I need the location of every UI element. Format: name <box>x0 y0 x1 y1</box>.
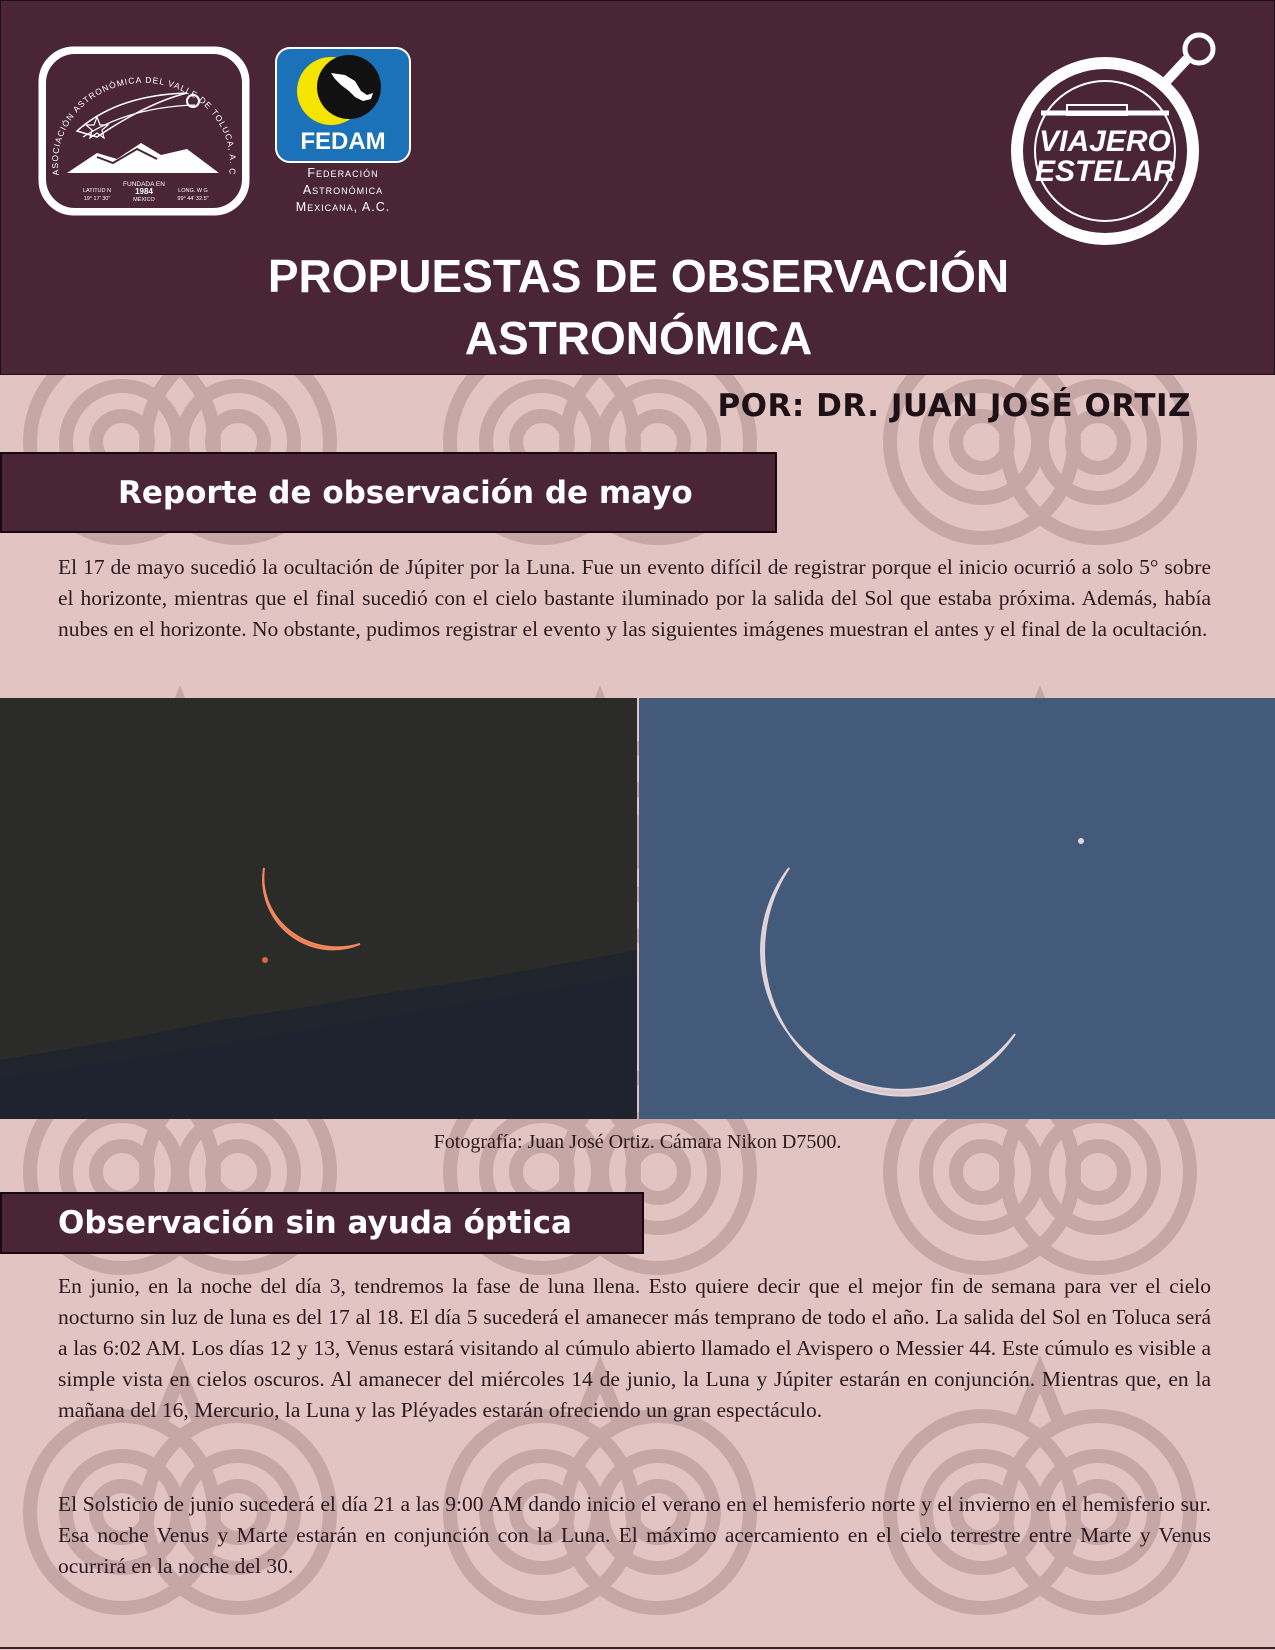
avt-logo <box>37 45 251 217</box>
section-heading-may-report: Reporte de observación de mayo <box>0 452 777 533</box>
viajero-line1: VIAJERO <box>1039 125 1171 158</box>
fedam-name-line3: Mexicana, A.C. <box>295 200 391 214</box>
avt-location: MÉXICO <box>133 197 155 203</box>
fedam-logo <box>275 47 411 163</box>
avt-founded-year: 1984 <box>135 187 153 196</box>
page-title <box>1 245 1275 369</box>
fedam-name-line2: Astronómica <box>302 183 384 197</box>
avt-longitude-label: LONG. W G <box>178 188 208 194</box>
fedam-acronym: FEDAM <box>300 128 386 155</box>
page-bottom-border <box>0 1647 1275 1649</box>
naked-eye-paragraph-1: En junio, en la noche del día 3, tendremos la fase de luna llena. Esto quiere decir que el mejor fin de semana para ver el cielo nocturno sin luz de luna es del 17 al 18. El día 5 sucederá el amanecer más temprano de todo el año. La salida del Sol en Toluca será a las 6:02 AM. Los días 12 y 13, Venus estará visitando al cúmulo abierto llamado el Avispero o Messier 44. Este cúmulo es visible a simple vista en cielos oscuros. Al amanecer del miércoles 14 de junio, la Luna y Júpiter estarán en conjunción. Mientras que, en la mañana del 16, Mercurio, la Luna y las Pléyades estarán ofreciendo un gran espectáculo. <box>58 1274 1211 1422</box>
page-title-line2: ASTRONÓMICA <box>464 312 813 364</box>
viajero-estelar-logo <box>1001 29 1237 251</box>
author-byline: POR: DR. JUAN JOSÉ ORTIZ <box>717 388 1191 424</box>
avt-ring-text: ASOCIACIÓN ASTRONÓMICA DEL VALLE DE TOLUCA, A. C <box>49 74 239 177</box>
fedam-name-line1: Federación <box>307 166 379 180</box>
photo-occultation-end <box>639 698 1275 1119</box>
photo-caption: Fotografía: Juan José Ortiz. Cámara Nikon D7500. <box>433 1131 842 1153</box>
section-heading-naked-eye: Observación sin ayuda óptica <box>0 1192 644 1254</box>
naked-eye-paragraph-2: El Solsticio de junio sucederá el día 21 a las 9:00 AM dando inicio el verano en el hemisferio norte y el invierno en el hemisferio sur. Esa noche Venus y Marte estarán en conjunción con la Luna. El máximo acercamiento en el cielo terrestre entre Marte y Venus ocurrirá en la noche del 30. <box>58 1492 1211 1578</box>
avt-latitude-value: 19° 17' 30" <box>83 196 111 202</box>
photo-occultation-before <box>0 698 637 1119</box>
page-title-line1: PROPUESTAS DE OBSERVACIÓN <box>267 250 1010 302</box>
avt-longitude-value: 99° 44' 32.5" <box>177 196 209 202</box>
avt-founded-label: FUNDADA EN <box>123 181 165 188</box>
avt-latitude-label: LATITUD N <box>82 188 112 194</box>
fedam-full-name <box>271 165 415 216</box>
may-report-paragraph: El 17 de mayo sucedió la ocultación de Júpiter por la Luna. Fue un evento difícil de registrar porque el inicio ocurrió a solo 5° sobre el horizonte, mientras que el final sucedió con el cielo bastante iluminado por la salida del Sol que estaba próxima. Además, había nubes en el horizonte. No obstante, pudimos registrar el evento y las siguientes imágenes muestran el antes y el final de la ocultación. <box>58 555 1211 641</box>
page-header <box>0 0 1275 375</box>
viajero-line2: ESTELAR <box>1034 155 1176 188</box>
